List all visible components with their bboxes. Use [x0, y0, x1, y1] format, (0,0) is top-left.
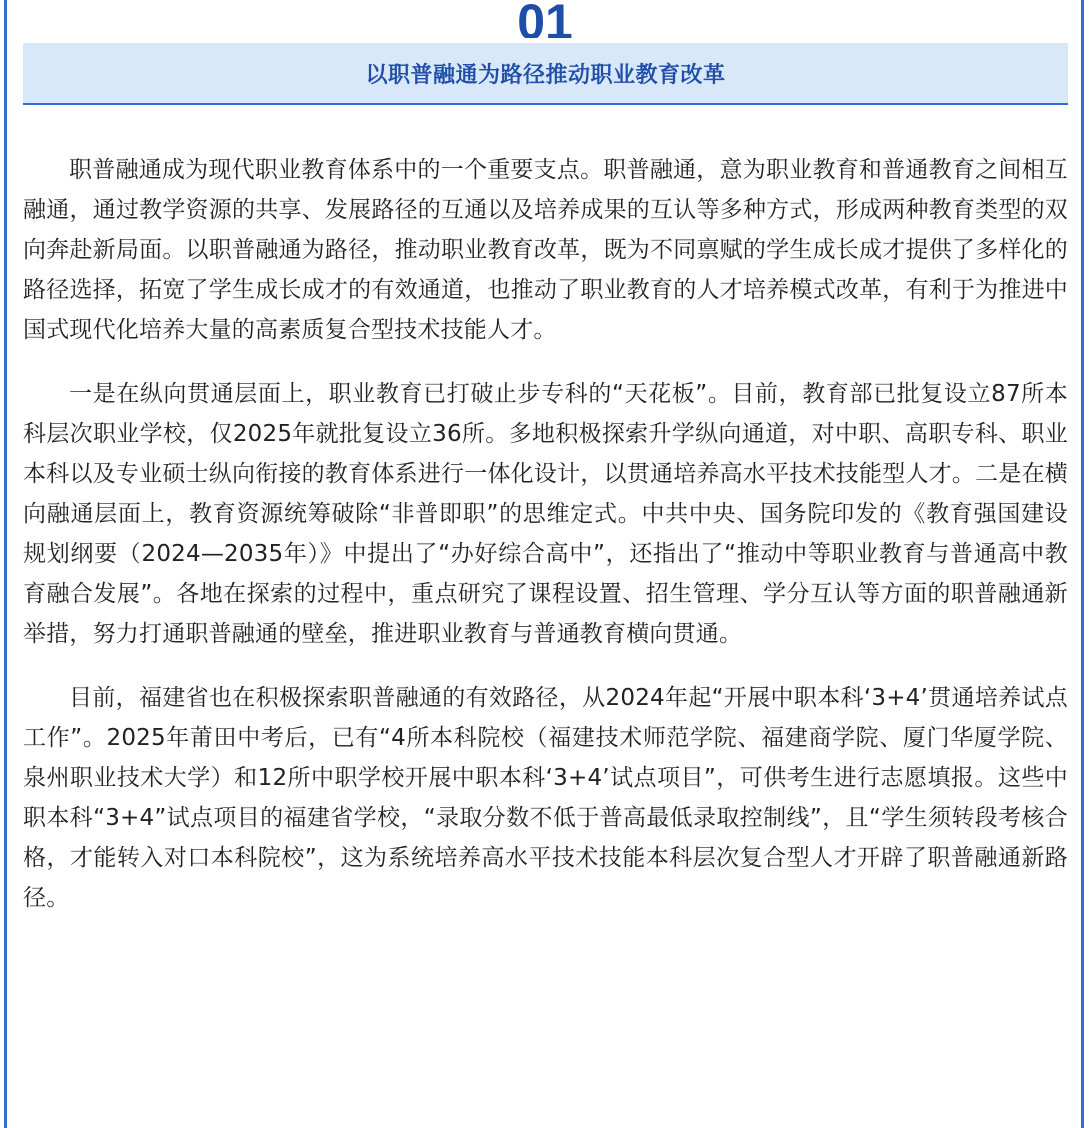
- section-title-bar: [23, 43, 1068, 105]
- paragraph-1: 职普融通成为现代职业教育体系中的一个重要支点。职普融通，意为职业教育和普通教育之间相互融通，通过教学资源的共享、发展路径的互通以及培养成果的互认等多种方式，形成两种教育类型的双向奔赴新局面。以职普融通为路径，推动职业教育改革，既为不同禀赋的学生成长成才提供了多样化的路径选择，拓宽了学生成长成才的有效通道，也推动了职业教育的人才培养模式改革，有利于为推进中国式现代化培养大量的高素质复合型技术技能人才。: [23, 157, 1068, 343]
- paragraph-2: 一是在纵向贯通层面上，职业教育已打破止步专科的“天花板”。目前，教育部已批复设立87所本科层次职业学校，仅2025年就批复设立36所。多地积极探索升学纵向通道，对中职、高职专科、职业本科以及专业硕士纵向衔接的教育体系进行一体化设计，以贯通培养高水平技术技能型人才。二是在横向融通层面上，教育资源统筹破除“非普即职”的思维定式。中共中央、国务院印发的《教育强国建设规划纲要（2024—2035年）》中提出了“办好综合高中”，还指出了“推动中等职业教育与普通高中教育融合发展”。各地在探索的过程中，重点研究了课程设置、招生管理、学分互认等方面的职普融通新举措，努力打通职普融通的壁垒，推进职业教育与普通教育横向贯通。: [23, 381, 1068, 647]
- section-number: 01: [517, 0, 573, 38]
- paragraph-3: 目前，福建省也在积极探索职普融通的有效路径，从2024年起“开展中职本科‘3+4’贯通培养试点工作”。2025年莆田中考后，已有“4所本科院校（福建技术师范学院、福建商学院、厦门华厦学院、泉州职业技术大学）和12所中职学校开展中职本科‘3+4’试点项目”，可供考生进行志愿填报。这些中职本科“3+4”试点项目的福建省学校，“录取分数不低于普高最低录取控制线”，且“学生须转段考核合格，才能转入对口本科院校”，这为系统培养高水平技术技能本科层次复合型人才开辟了职普融通新路径。: [23, 685, 1068, 911]
- section-title: 以职普融通为路径推动职业教育改革: [365, 62, 726, 88]
- article-body: [23, 150, 1068, 942]
